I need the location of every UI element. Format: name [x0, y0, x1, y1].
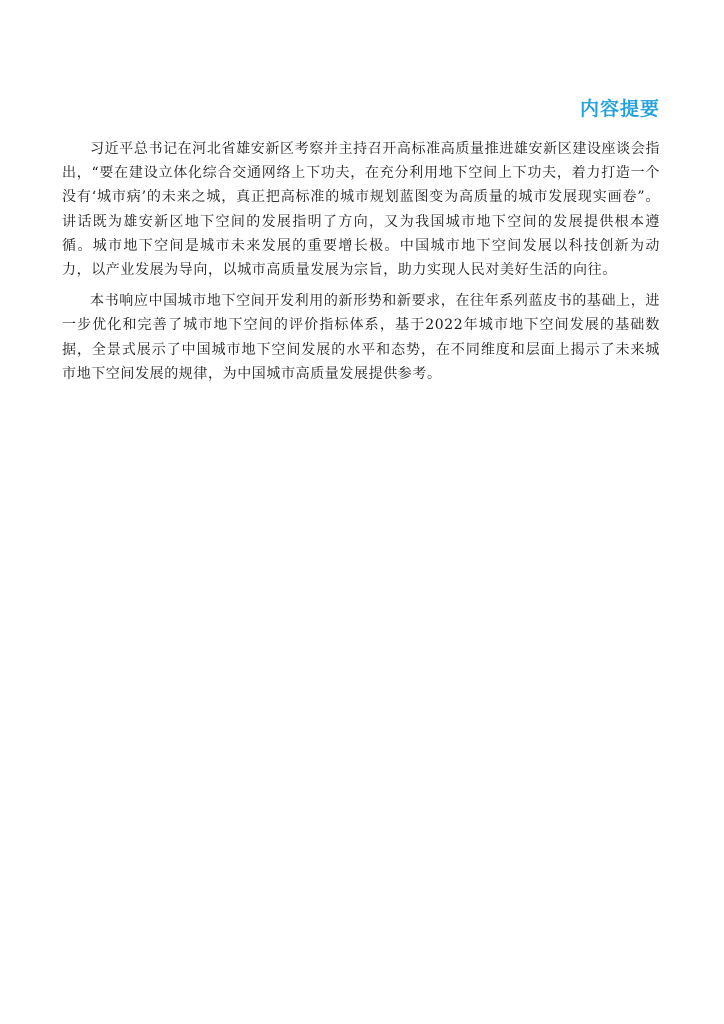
- abstract-body: [62, 137, 660, 393]
- section-heading: 内容提要: [579, 98, 660, 120]
- paragraph-1: 习近平总书记在河北省雄安新区考察并主持召开高标准高质量推进雄安新区建设座谈会指出，“要在建设立体化综合交通网络上下功夫，在充分利用地下空间上下功夫，着力打造一个没有‘城市病’的未来之城，真正把高标准的城市规划蓝图变为高质量的城市发展现实画卷”。讲话既为雄安新区地下空间的发展指明了方向，又为我国城市地下空间的发展提供根本遵循。城市地下空间是城市未来发展的重要增长极。中国城市地下空间发展以科技创新为动力，以产业发展为导向，以城市高质量发展为宗旨，助力实现人民对美好生活的向往。: [62, 141, 660, 279]
- paragraph-2: 本书响应中国城市地下空间开发利用的新形势和新要求，在往年系列蓝皮书的基础上，进一步优化和完善了城市地下空间的评价指标体系，基于2022年城市地下空间发展的基础数据，全景式展示了中国城市地下空间发展的水平和态势，在不同维度和层面上揭示了未来城市地下空间发展的规律，为中国城市高质量发展提供参考。: [62, 293, 660, 382]
